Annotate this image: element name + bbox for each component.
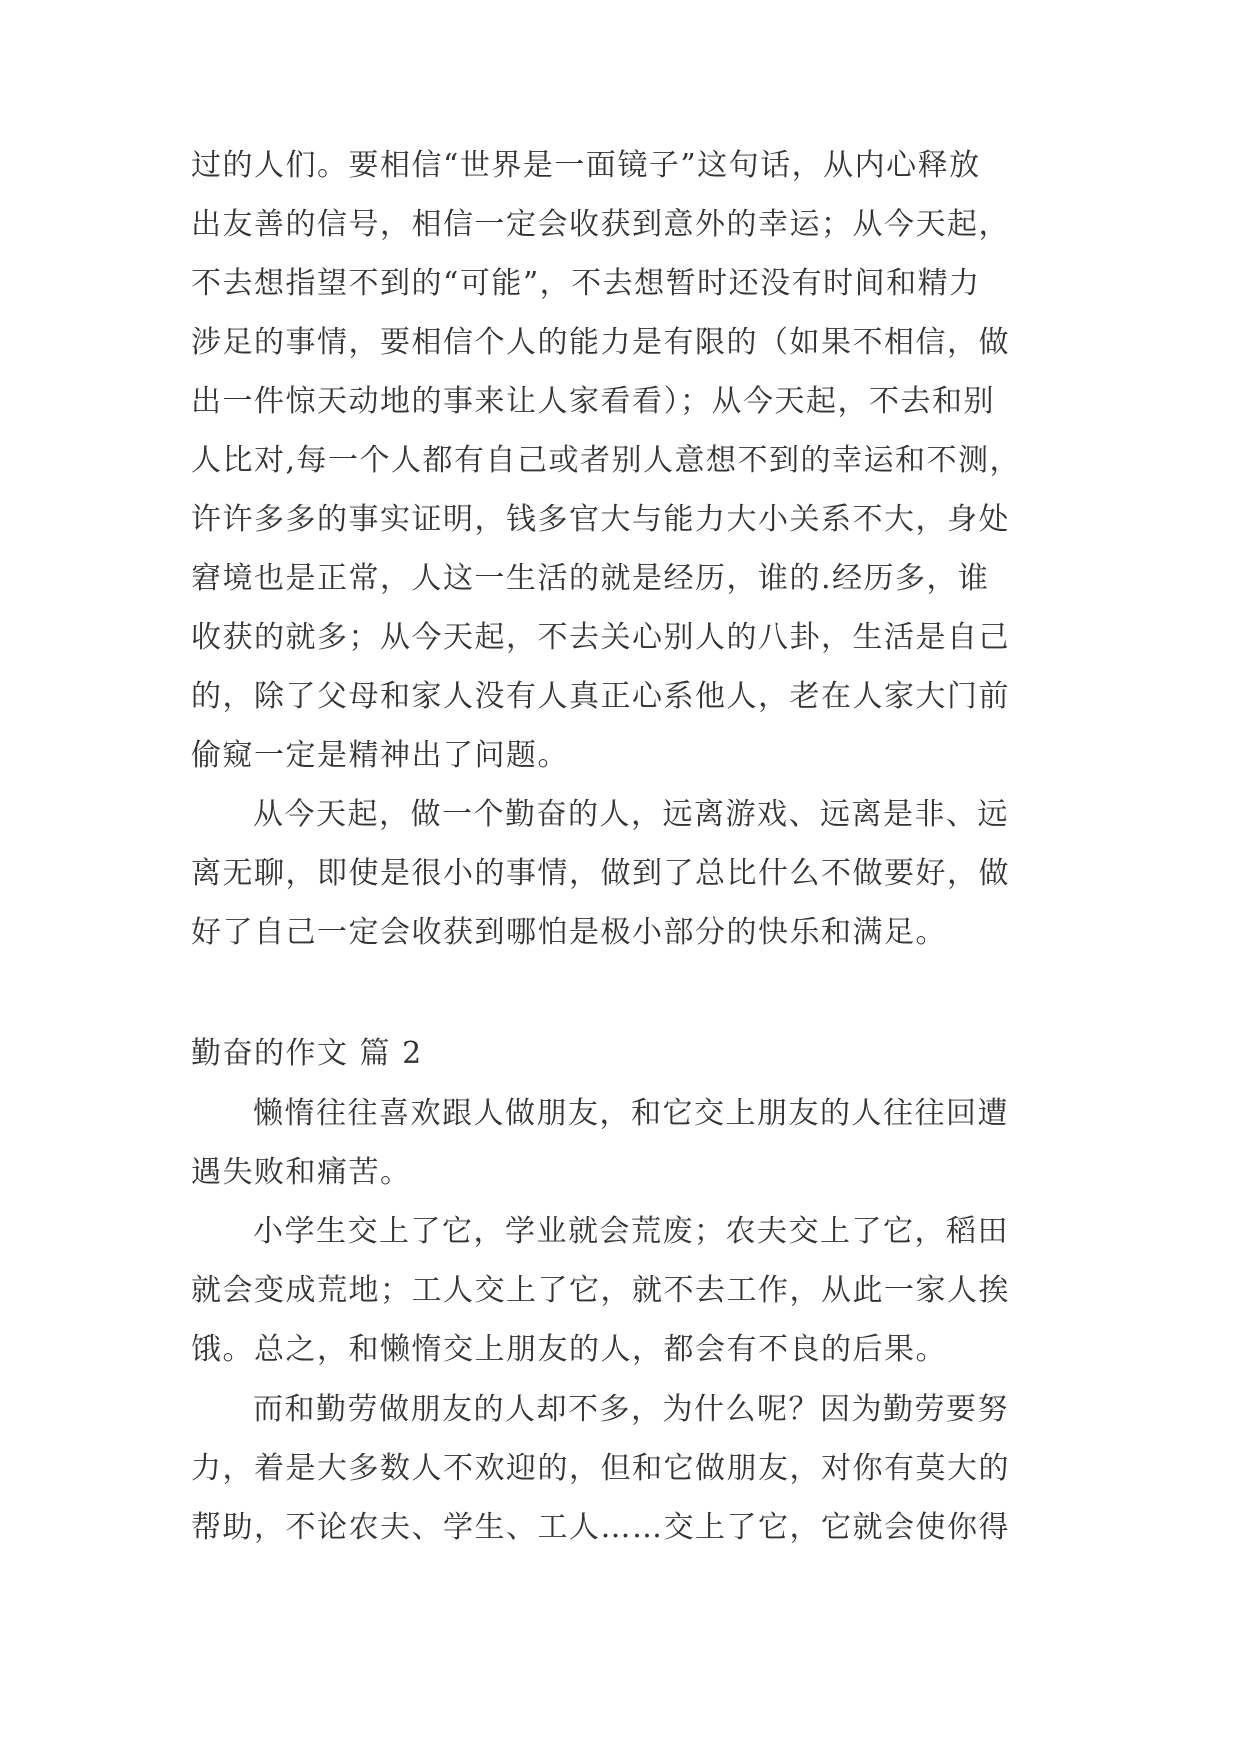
paragraph-line: 而和勤劳做朋友的人却不多，为什么呢？因为勤劳要努 (253, 1392, 1009, 1427)
section-heading: 勤奋的作文 篇 2 (191, 1036, 423, 1071)
paragraph-line: 遇失败和痛苦。 (191, 1155, 412, 1190)
paragraph-line: 偷窥一定是精神出了问题。 (191, 738, 569, 773)
paragraph-line: 出一件惊天动地的事来让人家看看）；从今天起，不去和别 (191, 384, 995, 419)
paragraph-line: 饿。总之，和懒惰交上朋友的人，都会有不良的后果。 (191, 1332, 947, 1367)
paragraph-line: 窘境也是正常，人这一生活的就是经历，谁的.经历多，谁 (191, 561, 990, 596)
paragraph-line: 的，除了父母和家人没有人真正心系他人，老在人家大门前 (191, 679, 1010, 714)
paragraph-line: 过的人们。要相信“世界是一面镜子”这句话，从内心释放 (191, 148, 981, 183)
paragraph-line: 帮助，不论农夫、学生、工人……交上了它，它就会使你得 (191, 1510, 1010, 1545)
paragraph-line: 好了自己一定会收获到哪怕是极小部分的快乐和满足。 (191, 915, 947, 950)
paragraph-line: 涉足的事情，要相信个人的能力是有限的（如果不相信，做 (191, 325, 1010, 360)
paragraph-line: 从今天起，做一个勤奋的人，远离游戏、远离是非、远 (253, 797, 1009, 832)
paragraph-line: 许许多多的事实证明，钱多官大与能力大小关系不大，身处 (191, 502, 1010, 537)
paragraph-line: 小学生交上了它，学业就会荒废；农夫交上了它，稻田 (253, 1214, 1009, 1249)
paragraph-line: 不去想指望不到的“可能”，不去想暂时还没有时间和精力 (191, 266, 981, 301)
paragraph-line: 就会变成荒地；工人交上了它，就不去工作，从此一家人挨 (191, 1273, 1010, 1308)
paragraph-line: 离无聊，即使是很小的事情，做到了总比什么不做要好，做 (191, 856, 1010, 891)
paragraph-line: 力，着是大多数人不欢迎的，但和它做朋友，对你有莫大的 (191, 1451, 1010, 1486)
paragraph-line: 懒惰往往喜欢跟人做朋友，和它交上朋友的人往往回遭 (253, 1096, 1009, 1131)
paragraph-line: 人比对,每一个人都有自己或者别人意想不到的幸运和不测， (191, 443, 1022, 478)
paragraph-line: 收获的就多；从今天起，不去关心别人的八卦，生活是自己 (191, 620, 1010, 655)
paragraph-line: 出友善的信号，相信一定会收获到意外的幸运；从今天起， (191, 207, 1010, 242)
